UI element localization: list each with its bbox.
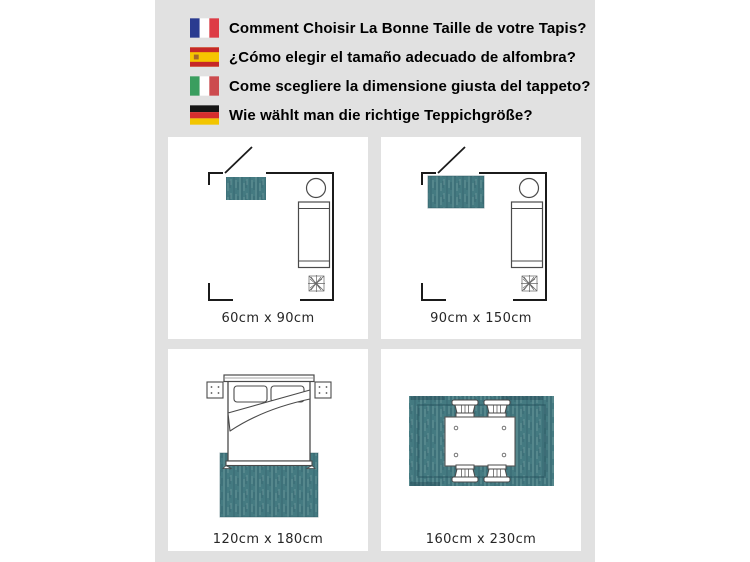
header-row-french: [190, 18, 591, 38]
size-caption: 90cm x 150cm: [430, 311, 532, 326]
chair-icon: [484, 400, 510, 417]
room-plan-medium-rug: [381, 137, 581, 339]
size-caption: 160cm x 230cm: [425, 532, 537, 547]
spain-flag-icon: [190, 47, 219, 67]
round-side-table: [307, 179, 326, 198]
room-plan-small-rug: [168, 137, 368, 339]
round-side-table: [520, 179, 539, 198]
bedroom-scene: [168, 349, 368, 551]
germany-flag-icon: [190, 105, 219, 125]
sofa: [299, 202, 330, 268]
nightstand-left: [207, 382, 223, 398]
content-column: [155, 0, 595, 562]
size-card-120x180: [168, 349, 368, 551]
chair-icon: [452, 400, 478, 417]
bed: [223, 375, 315, 469]
size-card-60x90: [168, 137, 368, 339]
france-flag-icon: [190, 18, 219, 38]
door-icon: [438, 147, 465, 173]
sofa: [512, 202, 543, 268]
header-row-italian: [190, 76, 591, 96]
rug-medium: [428, 176, 484, 208]
size-caption: 120cm x 180cm: [212, 532, 324, 547]
dining-scene: [381, 349, 581, 551]
rug-small: [226, 177, 266, 200]
footboard: [226, 461, 312, 466]
header-row-german: [190, 105, 591, 125]
plant-icon: [308, 275, 325, 292]
header-text-french: Comment Choisir La Bonne Taille de votre Tapis?: [229, 19, 587, 37]
chair-icon: [452, 465, 478, 482]
header-text-spanish: ¿Cómo elegir el tamaño adecuado de alfombra?: [229, 48, 576, 66]
size-caption: 60cm x 90cm: [221, 311, 315, 326]
italy-flag-icon: [190, 76, 219, 96]
door-icon: [225, 147, 252, 173]
plant-icon: [521, 275, 538, 292]
nightstand-right: [315, 382, 331, 398]
header-text-german: Wie wählt man die richtige Teppichgröße?: [229, 106, 533, 124]
dining-table: [445, 417, 515, 466]
header-row-spanish: [190, 47, 591, 67]
pillow: [234, 386, 267, 402]
size-card-90x150: [381, 137, 581, 339]
header-text-italian: Come scegliere la dimensione giusta del tappeto?: [229, 77, 591, 95]
chair-icon: [484, 465, 510, 482]
size-card-160x230: [381, 349, 581, 551]
language-header: [190, 18, 591, 134]
